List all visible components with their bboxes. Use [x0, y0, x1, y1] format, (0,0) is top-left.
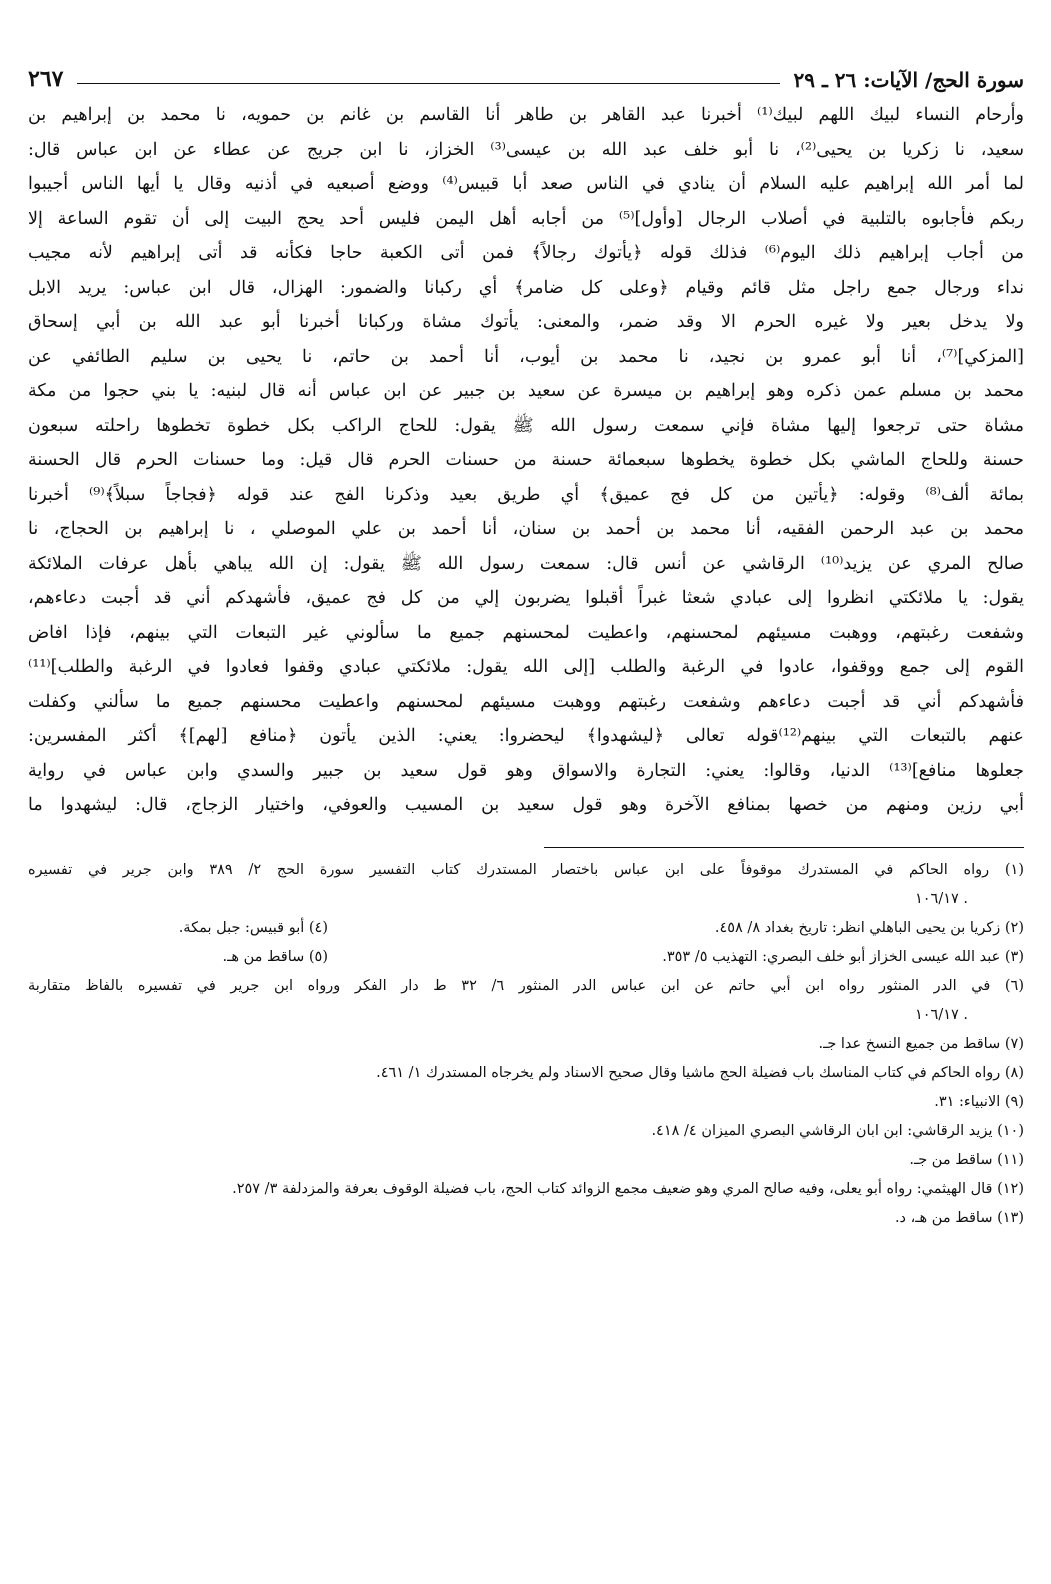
footnote-1-continued: . ١٠٦/١٧	[914, 890, 968, 907]
body-line: لما أمر الله إبراهيم عليه السلام أن ينادي في الناس صعد أبا قبيس⁽⁴⁾ ووضع أصبعيه في أذنيه وقال يا أيها الناس أجيبوا	[28, 174, 1024, 194]
body-line: القوم إلى جمع ووقفوا، عادوا في الرغبة والطلب [إلى الله يقول: ملائكتي عبادي وقفوا فعادوا في الرغبة والطلب]⁽¹¹⁾	[28, 657, 1024, 677]
body-line: سعيد، نا زكريا بن يحيى⁽²⁾، نا أبو خلف عبد الله بن عيسى⁽³⁾ الخزاز، نا ابن جريج عن عطاء عن ابن عباس قال:	[28, 139, 1024, 160]
footnote-12: (١٢) قال الهيثمي: رواه أبو يعلى، وفيه صالح المري وهو ضعيف مجمع الزوائد كتاب الحج، باب فضيلة الوقوف بعرفة والمزدلفة ٣/ ٢٥٧.	[232, 1180, 1024, 1197]
footnote-8: (٨) رواه الحاكم في كتاب المناسك باب فضيلة الحج ماشيا وقال صحيح الاسناد ولم يخرجاه المستدرك ١/ ٤٦١.	[376, 1064, 1024, 1081]
footnote-4: (٤) أبو قبيس: جبل بمكة.	[178, 919, 328, 936]
body-line: محمد بن عبد الرحمن الفقيه، أنا محمد بن أحمد بن سنان، أنا أحمد بن علي الموصلي ، نا إبراهيم بن الحجاج، نا	[28, 519, 1024, 539]
body-line: فأشهدكم أني قد أجبت دعاءهم وشفعت رغبتهم ووهبت مسيئهم لمحسنهم واعطيت محسنهم جميع ما سألني وكفلت	[28, 691, 1024, 712]
body-line: حسنة وللحاج الماشي بكل خطوة يخطوها سبعمائة حسنة من حسنات الحرم قال قيل: وما حسنات الحرم قال الحسنة	[28, 450, 1024, 470]
body-line: ربكم فأجابوه بالتلبية في أصلاب الرجال [وأول]⁽⁵⁾ من أجابه أهل اليمن فليس أحد يحج البيت إلى أن تقوم الساعة إلا	[28, 208, 1024, 229]
body-line: صالح المري عن يزيد⁽¹⁰⁾ الرقاشي عن أنس قال: سمعت رسول الله ﷺ يقول: إن الله يباهي بأهل عرفات الملائكة	[28, 553, 1024, 574]
footnote-row	[28, 914, 1024, 943]
page	[28, 56, 1024, 1556]
footnotes	[28, 856, 1024, 1233]
body-line: وأرحام النساء لبيك اللهم لبيك⁽¹⁾ أخبرنا عبد القاهر بن طاهر أنا القاسم بن غانم بن حمويه، نا محمد بن إبراهيم بن	[28, 105, 1024, 125]
body-line: وشفعت رغبتهم، ووهبت مسيئهم لمحسنهم، واعطيت لمحسنهم جميع ما سألوني غير التبعات التي بينهم، فإذا افاض	[28, 622, 1024, 643]
footnote-10: (١٠) يزيد الرقاشي: ابن ابان الرقاشي البصري الميزان ٤/ ٤١٨.	[651, 1122, 1024, 1139]
body-line: ولا يدخل بعير ولا غيره الحرم الا وقد ضمر، والمعنى: يأتوك مشاة وركبانا أخبرنا أبو عبد الله بن أبي إسحاق	[28, 312, 1024, 332]
body-line: بمائة ألف⁽⁸⁾ وقوله: ﴿يأتين من كل فج عميق﴾ أي طريق بعيد وذكرنا الفج عند قوله ﴿فجاجاً سبلاً﴾⁽⁹⁾ أخبرنا	[28, 484, 1024, 505]
footnote-7: (٧) ساقط من جميع النسخ عدا جـ.	[818, 1035, 1024, 1052]
page-number: ٢٦٧	[28, 66, 64, 92]
footnote-separator	[544, 847, 1024, 848]
footnote-11: (١١) ساقط من جـ.	[909, 1151, 1024, 1168]
header-rule	[77, 83, 779, 84]
running-header	[28, 56, 1024, 92]
body-line: يقول: يا ملائكتي انظروا إلى عبادي شعثا غبراً أقبلوا يضربون إلي من كل فج عميق، فأشهدكم أني قد أجبت دعاءهم،	[28, 588, 1024, 608]
footnote-9: (٩) الانبياء: ٣١.	[934, 1093, 1024, 1110]
footnote-5: (٥) ساقط من هـ.	[222, 948, 328, 965]
footnote-6-continued: . ١٠٦/١٧	[914, 1006, 968, 1023]
body-line: نداء ورجال جمع راجل مثل قائم وقيام ﴿وعلى كل ضامر﴾ أي ركبانا والضمور: الهزال، قال ابن عباس: يريد الابل	[28, 277, 1024, 298]
body-line: جعلوها منافع]⁽¹³⁾ الدنيا، وقالوا: يعني: التجارة والاسواق وهو قول سعيد بن جبير والسدي وابن عباس في رواية	[28, 760, 1024, 781]
header-title: سورة الحج/ الآيات: ٢٦ ـ ٢٩	[793, 68, 1024, 92]
body-line: مشاة حتى ترجعوا إليها مشاة فإني سمعت رسول الله ﷺ يقول: للحاج الراكب بكل خطوة تخطوها راحلته سبعون	[28, 415, 1024, 436]
body-line: عنهم بالتبعات التي بينهم⁽¹²⁾قوله تعالى ﴿ليشهدوا﴾ ليحضروا: يعني: الذين يأتون ﴿منافع [لهم]﴾ أكثر المفسرين:	[28, 726, 1024, 746]
footnote-row	[28, 943, 1024, 972]
body-line: من أجاب إبراهيم ذلك اليوم⁽⁶⁾ فذلك قوله ﴿يأتوك رجالاً﴾ فمن أتى الكعبة حاجا فكأنه قد أتى إبراهيم لأنه مجيب	[28, 243, 1024, 263]
footnote-6: (٦) في الدر المنثور رواه ابن أبي حاتم عن ابن عباس الدر المنثور ٦/ ٣٢ ط دار الفكر ورواه ابن جرير في تفسيره بالفاظ متقاربة	[28, 977, 1024, 994]
body-text	[28, 98, 1024, 823]
body-line: [المزكي]⁽⁷⁾، أنا أبو عمرو بن نجيد، نا محمد بن أيوب، أنا أحمد بن حاتم، نا يحيى بن سليم الطائفي عن	[28, 346, 1024, 367]
footnote-3: (٣) عبد الله عيسى الخزاز أبو خلف البصري: التهذيب ٥/ ٣٥٣.	[662, 948, 1024, 965]
footnote-13: (١٣) ساقط من هـ، د.	[894, 1209, 1024, 1226]
footnote-2: (٢) زكريا بن يحيى الباهلي انظر: تاريخ بغداد ٨/ ٤٥٨.	[714, 919, 1024, 936]
body-line: أبي رزين ومنهم من خصها بمنافع الآخرة وهو قول سعيد بن المسيب والعوفي، واختيار الزجاج، قال: ليشهدوا ما	[28, 795, 1024, 815]
footnote-1: (١) رواه الحاكم في المستدرك موقوفاً على ابن عباس باختصار المستدرك كتاب التفسير سورة الحج ٢/ ٣٨٩ وابن جرير في تفسيره	[28, 861, 1024, 878]
body-line: محمد بن مسلم عمن ذكره وهو إبراهيم بن ميسرة عن سعيد بن جبير عن ابن عباس أنه قال لبنيه: يا بني حجوا من مكة	[28, 381, 1024, 401]
